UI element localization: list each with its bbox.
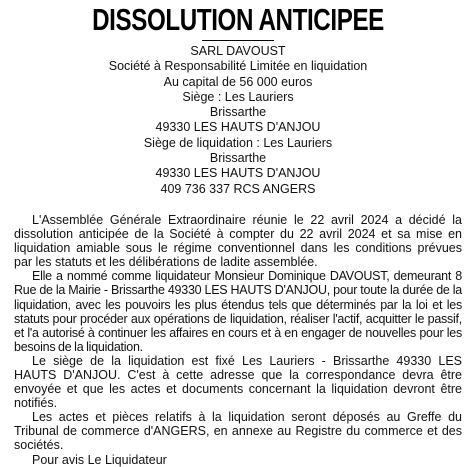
liquidation-office-line: Siège de liquidation : Les Lauriers — [143, 135, 333, 150]
company-name: SARL DAVOUST — [190, 44, 286, 58]
title-divider — [202, 40, 274, 41]
paragraph-liquidator: Elle a nommé comme liquidateur Monsieur Dominique DAVOUST, demeurant 8 Rue de la Mairie - Brissarthe 49330 LES HAUTS D'ANJOU, pour toute la durée de la liquidation, avec les pouvoirs les plus étendus tels que déterminés par la loi et les statuts pour procéder aux opérations de liquidation, réaliser l'actif, acquitter le passif, et l'a autorisé à continuer les affaires en cours et à en engager de nouvelles pour les besoins de la liquidation. — [14, 269, 462, 354]
company-header — [14, 44, 462, 197]
notice-body — [14, 213, 462, 467]
liquidation-office-city: 49330 LES HAUTS D'ANJOU — [155, 166, 321, 181]
head-office-city: 49330 LES HAUTS D'ANJOU — [155, 120, 321, 135]
paragraph-dissolution: L'Assemblée Générale Extraordinaire réunie le 22 avril 2024 a décidé la dissolution anticipée de la Société à compter du 22 avril 2024 et sa mise en liquidation amiable sous le régime conventionnel dans les conditions prévues par les statuts et les délibérations de ladite assemblée. — [14, 212, 462, 270]
company-capital: Au capital de 56 000 euros — [163, 74, 313, 89]
liquidation-office-locality: Brissarthe — [209, 151, 267, 166]
company-registration: 409 736 337 RCS ANGERS — [160, 181, 316, 196]
paragraph-filing: Les actes et pièces relatifs à la liquidation seront déposés au Greffe du Tribunal de commerce d'ANGERS, en annexe au Registre du commerce et des sociétés. — [14, 410, 462, 453]
company-legal-form: Société à Responsabilité Limitée en liquidation — [108, 59, 368, 74]
paragraph-liquidation-office: Le siège de la liquidation est fixé Les Lauriers - Brissarthe 49330 LES HAUTS D'ANJOU. C'est à cette adresse que la correspondance devra être envoyée et que les actes et documents concernant la liquidation devront être notifiés. — [14, 353, 462, 411]
signature-line: Pour avis Le Liquidateur — [32, 452, 167, 467]
head-office-locality: Brissarthe — [209, 105, 267, 120]
head-office-line: Siège : Les Lauriers — [182, 89, 294, 104]
notice-title: DISSOLUTION ANTICIPEE — [92, 2, 384, 37]
